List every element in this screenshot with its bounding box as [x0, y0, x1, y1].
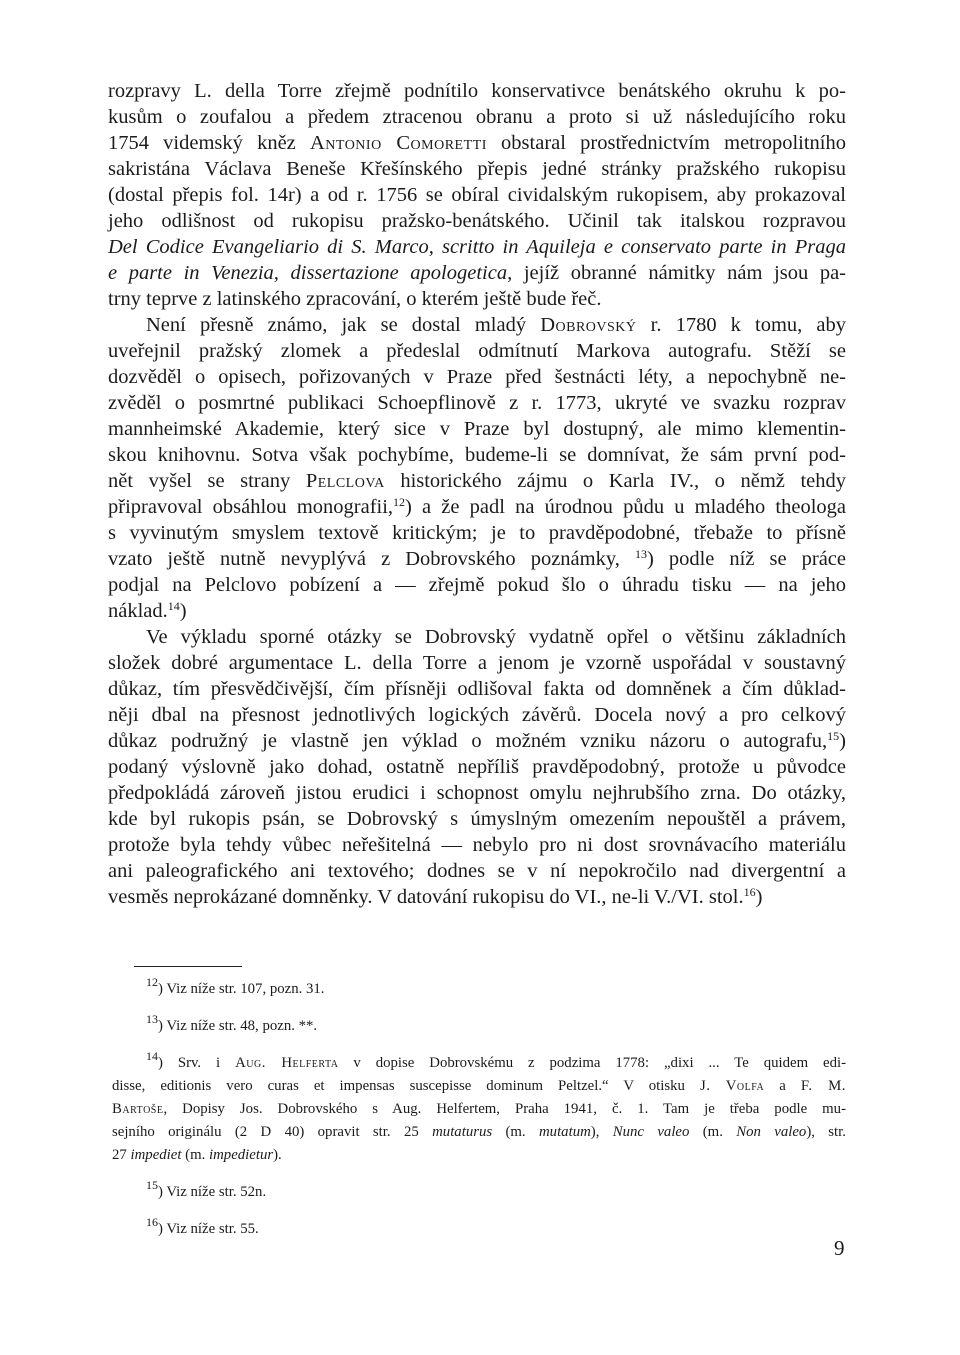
- text-line: 1754 videmský kněz Antonio Comoretti obstaral prostřednictvím metropolitního: [108, 132, 846, 154]
- italic-text: Non valeo: [736, 1124, 807, 1140]
- footnote-ref: 15: [827, 729, 840, 743]
- footnote-line: disse, editionis vero curas et impensas suscepisse dominum Peltzel.“ V otisku J. Volfa a F. M.: [112, 1078, 847, 1094]
- footnote-line: sejního originálu (2 D 40) opravit str. 25 mutaturus (m. mutatum), Nunc valeo (m. Non valeo), str.: [112, 1124, 846, 1140]
- text-line: vzato ještě nutně nevyplývá z Dobrovského poznámky, $^{13}$) podle níž se práce: [108, 547, 846, 570]
- text-line: uveřejnil pražský zlomek a předeslal odmítnutí Markova autografu. Stěží se: [108, 340, 846, 362]
- small-caps-name: J. Volfa: [699, 1078, 765, 1094]
- italic-text: Del Codice Evangeliario di S. Marco, scritto in Aquileja e conservato parte in Praga: [108, 236, 846, 258]
- page-number: 9: [834, 1236, 845, 1260]
- text-line: trny teprve z latinského zpracování, o kterém ještě bude řeč.: [108, 288, 602, 310]
- footnote-ref: 14: [146, 1049, 158, 1063]
- text-line: Ve výkladu sporné otázky se Dobrovský vydatně opřel o většinu základních: [146, 626, 846, 648]
- footnote-ref: 12: [393, 495, 406, 509]
- footnote-line: Bartoše, Dopisy Jos. Dobrovského s Aug. Helfertem, Praha 1941, č. 1. Tam je třeba podle mu-: [112, 1101, 846, 1117]
- paragraph-3: [108, 624, 846, 910]
- footnote: [112, 975, 846, 1001]
- text-line: důkaz podružný je vlastně jen výklad o možném vzniku názoru o autografu,$^{15}$): [108, 729, 846, 752]
- text-line: [108, 234, 846, 260]
- text-line: s vyvinutým smyslem textově kritickým; je to pravděpodobné, třebaže to přísně: [108, 522, 846, 544]
- italic-text: mutaturus: [432, 1124, 493, 1140]
- small-caps-name: Antonio Comoretti: [309, 132, 487, 154]
- italic-text: mutatum: [538, 1124, 591, 1140]
- footnote-line: $^{16}$) Viz níže str. 55.: [146, 1215, 259, 1237]
- text-line: ani paleografického ani textového; dodnes se v ní nepokročilo nad divergentní a: [108, 860, 846, 882]
- text-line: nět vyšel se strany Pelclova historického zájmu o Karla IV., o němž tehdy: [108, 470, 846, 492]
- footnote-ref: 13: [146, 1012, 158, 1026]
- footnote: [112, 1049, 847, 1167]
- text-line: složek dobré argumentace L. della Torre a jenom je vzorně uspořádal v soustavný: [108, 652, 846, 674]
- text-line: skou knihovnu. Sotva však pochybíme, budeme-li se domnívat, že sám první pod-: [108, 444, 846, 466]
- footnote-line: $^{14}$) Srv. i Aug. Helferta v dopise Dobrovskému z podzima 1778: „dixi ... Te quidem edi-: [146, 1049, 846, 1071]
- footnote-line: 27 impediet (m. impedietur).: [112, 1147, 282, 1163]
- text-line: důkaz, tím přesvědčivější, čím přísněji odlišoval fakta od domněnek a čím důklad-: [108, 678, 846, 700]
- footnote: [112, 1012, 846, 1038]
- footnote-ref: 13: [634, 547, 647, 561]
- text-line: e parte in Venezia, dissertazione apologetica, jejíž obranné námitky nám jsou pa-: [108, 262, 847, 284]
- footnote-line: $^{15}$) Viz níže str. 52n.: [146, 1178, 267, 1200]
- text-line: protože byla tehdy vůbec neřešitelná — nebylo pro ni dost srovnávacího materiálu: [108, 834, 846, 856]
- paragraph-1: [108, 78, 846, 312]
- text-line: Není přesně známo, jak se dostal mladý Dobrovský r. 1780 k tomu, aby: [146, 314, 847, 336]
- footnote-ref: 16: [146, 1215, 158, 1229]
- text-line: jeho odlišnost od rukopisu pražsko-benátského. Učinil tak italskou rozpravou: [108, 210, 846, 232]
- main-text: [108, 78, 846, 910]
- footnote-ref: 15: [146, 1178, 158, 1192]
- footnotes: [112, 975, 847, 1241]
- text-line: dozvěděl o opisech, pořizovaných v Praze před šestnácti léty, a nepochybně ne-: [108, 366, 846, 388]
- italic-text: e parte in Venezia, dissertazione apologetica,: [108, 262, 513, 284]
- footnote: [112, 1178, 846, 1204]
- text-line: sakristána Václava Beneše Křešínského přepis jedné stránky pražského rukopisu: [108, 158, 846, 180]
- italic-text: Nunc valeo: [612, 1124, 690, 1140]
- text-line: náklad.$^{14}$): [108, 599, 187, 622]
- italic-text: impedietur: [209, 1147, 274, 1163]
- text-line: rozpravy L. della Torre zřejmě podnítilo konservativce benátského okruhu k po-: [108, 80, 846, 102]
- text-line: (dostal přepis fol. 14r) a od r. 1756 se obíral cividalským rukopisem, aby prokazoval: [108, 184, 846, 206]
- text-line: připravoval obsáhlou monografii,$^{12}$) a že padl na úrodnou půdu u mladého theologa: [108, 495, 846, 518]
- footnote-ref: 14: [167, 599, 180, 613]
- small-caps-name: Pelclova: [305, 470, 385, 492]
- footnote: [112, 1215, 846, 1241]
- text-line: předpokládá zároveň jistou erudici i schopnost omylu nejhrubšího zrna. Do otázky,: [108, 782, 846, 804]
- paragraph-2: [108, 312, 846, 624]
- footnote-line: $^{12}$) Viz níže str. 107, pozn. 31.: [146, 975, 325, 997]
- footnote-ref: 12: [146, 975, 158, 989]
- text-line: kde byl rukopis psán, se Dobrovský s úmyslným omezením nepouštěl a právem,: [108, 808, 846, 830]
- italic-text: impediet: [130, 1147, 182, 1163]
- footnote-line: $^{13}$) Viz níže str. 48, pozn. **.: [146, 1012, 318, 1034]
- small-caps-name: Dobrovský: [540, 314, 637, 336]
- text-line: mannheimské Akademie, který sice v Praze byl dostupný, ale mimo klementin-: [108, 418, 846, 440]
- footnote-separator: [134, 966, 242, 967]
- text-line: zvěděl o posmrtné publikaci Schoepflinově z r. 1773, ukryté ve svazku rozprav: [108, 392, 846, 414]
- text-line: podjal na Pelclovo pobízení a — zřejmě pokud šlo o úhradu tisku — na jeho: [108, 574, 846, 596]
- small-caps-name: Aug. Helferta: [235, 1055, 339, 1071]
- text-line: vesměs neprokázané domněnky. V datování rukopisu do VI., ne-li V./VI. stol.$^{16}$): [108, 885, 763, 908]
- small-caps-name: F. M.: [800, 1078, 847, 1094]
- text-line: kusům o zoufalou a předem ztracenou obranu a proto si už následujícího roku: [108, 106, 846, 128]
- text-line: podaný výslovně jako dohad, ostatně nepříliš pravděpodobný, protože u původce: [108, 756, 846, 778]
- footnote-ref: 16: [743, 885, 756, 899]
- text-line: něji dbal na přesnost jednotlivých logických závěrů. Docela nový a pro celkový: [108, 704, 846, 726]
- small-caps-name: Bartoše: [112, 1101, 164, 1117]
